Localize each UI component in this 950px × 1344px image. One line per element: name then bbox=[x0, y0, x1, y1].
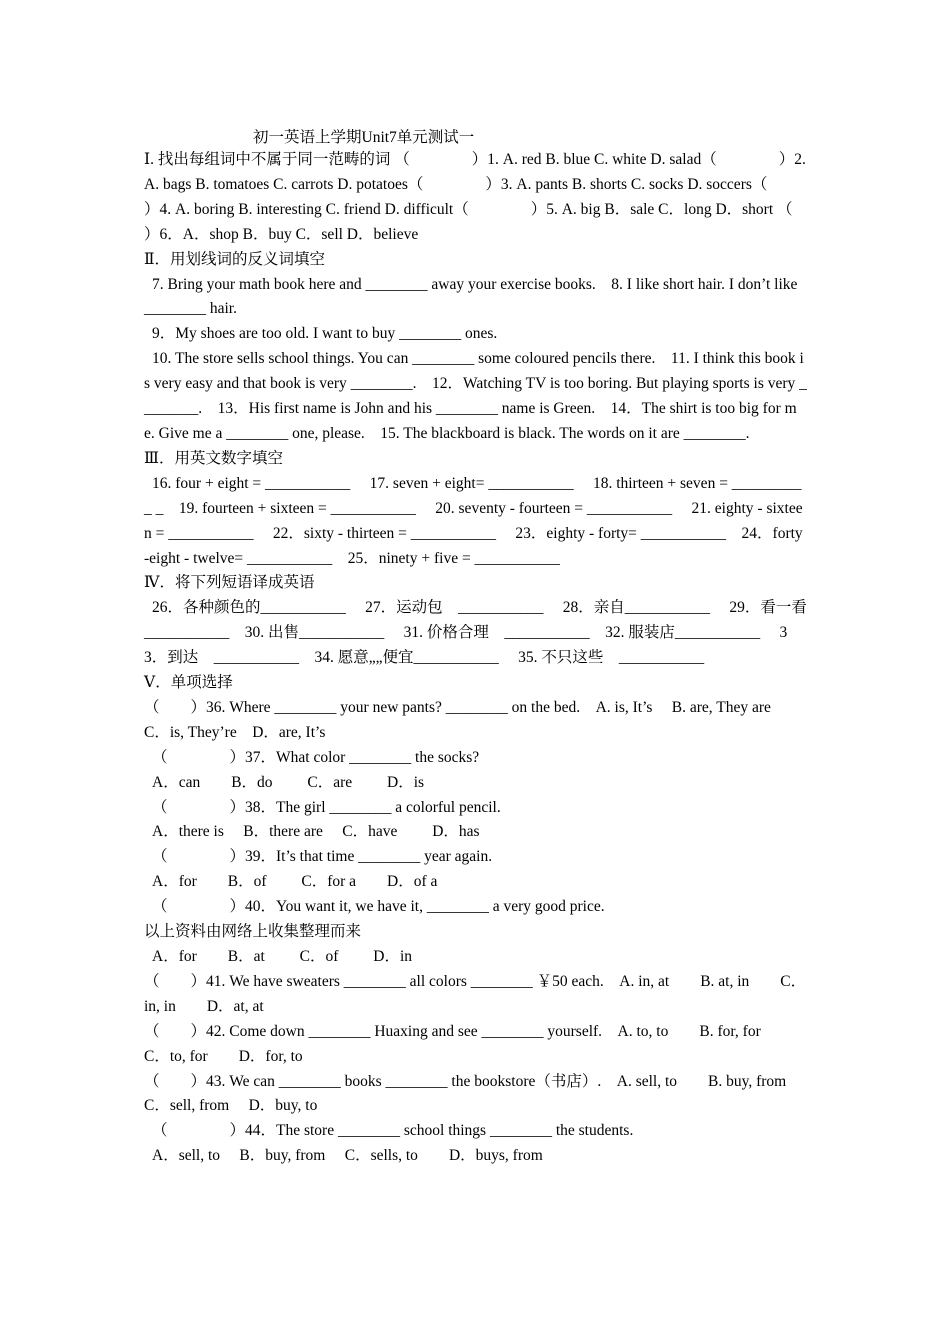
source-note: 以上资料由网络上收集整理而来 bbox=[144, 923, 362, 941]
options-line: A．for B．of C．for a D．of a bbox=[152, 873, 438, 891]
options-line: A．sell, to B．buy, from C．sells, to D．buys, from bbox=[152, 1147, 543, 1165]
question-line: 10. The store sells school things. You can ________ some coloured pencils there. 11. I think this book is very easy and that book is very ________. 12．Watching TV is too boring. But playing sports is very ________. 13．His first name is John and his ________ name is Green. 14．The shirt is too big for me. Give me a ________ one, please. 15. The blackboard is black. The words on it are ________. bbox=[144, 350, 807, 442]
question-line: （ ）39．It’s that time ________ year again. bbox=[152, 848, 493, 866]
section-heading: Ⅲ．用英文数字填空 bbox=[144, 449, 283, 467]
options-line: A．can B．do C．are D．is bbox=[152, 773, 425, 791]
options-line: A．for B．at C．of D．in bbox=[152, 948, 413, 965]
question-line: （ ）44．The store ________ school things ________ the students. bbox=[152, 1122, 634, 1140]
question-line: （ ）43. We can ________ books ________ the bookstore（书店）. A. sell, to B. buy, from C．sell, from D．buy, to bbox=[144, 1072, 806, 1115]
options-line: A．there is B．there are C．have D．has bbox=[152, 823, 480, 841]
question-line: 7. Bring your math book here and ________ away your exercise books. 8. I like short hair. I don’t like ________ hair. bbox=[144, 275, 798, 318]
question-line: （ ）37．What color ________ the socks? bbox=[152, 748, 480, 766]
question-line: （ ）38．The girl ________ a colorful pencil. bbox=[152, 798, 501, 816]
section-heading: Ⅱ．用划线词的反义词填空 bbox=[144, 250, 326, 268]
page-title: 初一英语上学期Unit7单元测试一 bbox=[253, 129, 475, 146]
question-line: 9．My shoes are too old. I want to buy ________ ones. bbox=[152, 325, 498, 343]
question-line: （ ）36. Where ________ your new pants? ________ on the bed. A. is, It’s B. are, They are C．is, They’re D．are, It’s bbox=[144, 698, 787, 741]
section-heading: Ⅳ．将下列短语译成英语 bbox=[144, 574, 315, 592]
question-line: （ ）42. Come down ________ Huaxing and see ________ yourself. A. to, to B. for, for C．to, for D．for, to bbox=[144, 1022, 792, 1065]
question-line: 26．各种颜色的___________ 27．运动包 ___________ 28．亲自___________ 29．看一看 ___________ 30. 出售___________ 31. 价格合理 ___________ 32. 服装店___________ 33．到达 ___________ 34. 愿意„„便宜___________ 35. 不只这些 ___________ bbox=[144, 599, 823, 667]
question-line: （ ）41. We have sweaters ________ all colors ________ ￥50 each. A. in, at B. at, in C．in, in D．at, at bbox=[144, 972, 807, 1015]
section-heading: Ⅴ．单项选择 bbox=[144, 674, 233, 692]
test-content bbox=[144, 148, 855, 1169]
question-line: （ ）40．You want it, we have it, ________ a very good price. bbox=[152, 898, 605, 916]
question-line: 16. four + eight = ___________ 17. seven + eight= ___________ 18. thirteen + seven = __________ _ 19. fourteen + sixteen = ___________ 20. seventy - fourteen = ___________ 21. eighty - sixteen = ___________ 22．sixty - thirteen = ___________ 23．eighty - forty= ___________ 24．forty-eight - twelve= ___________ 25．ninety + five = ___________ bbox=[144, 474, 803, 567]
section-1-heading-and-items: Ⅰ. 找出每组词中不属于同一范畴的词 （ ）1. A. red B. blue C. white D. salad（ ）2. A. bags B. tomatoes C. carrots D. potatoes（ ）3. A. pants B. shorts C. socks D. soccers（ ）4. A. boring B. interesting C. friend D. difficult（ ）5. A. big B．sale C．long D．short （ ）6．A．shop B．buy C．sell D．believe bbox=[144, 151, 855, 243]
